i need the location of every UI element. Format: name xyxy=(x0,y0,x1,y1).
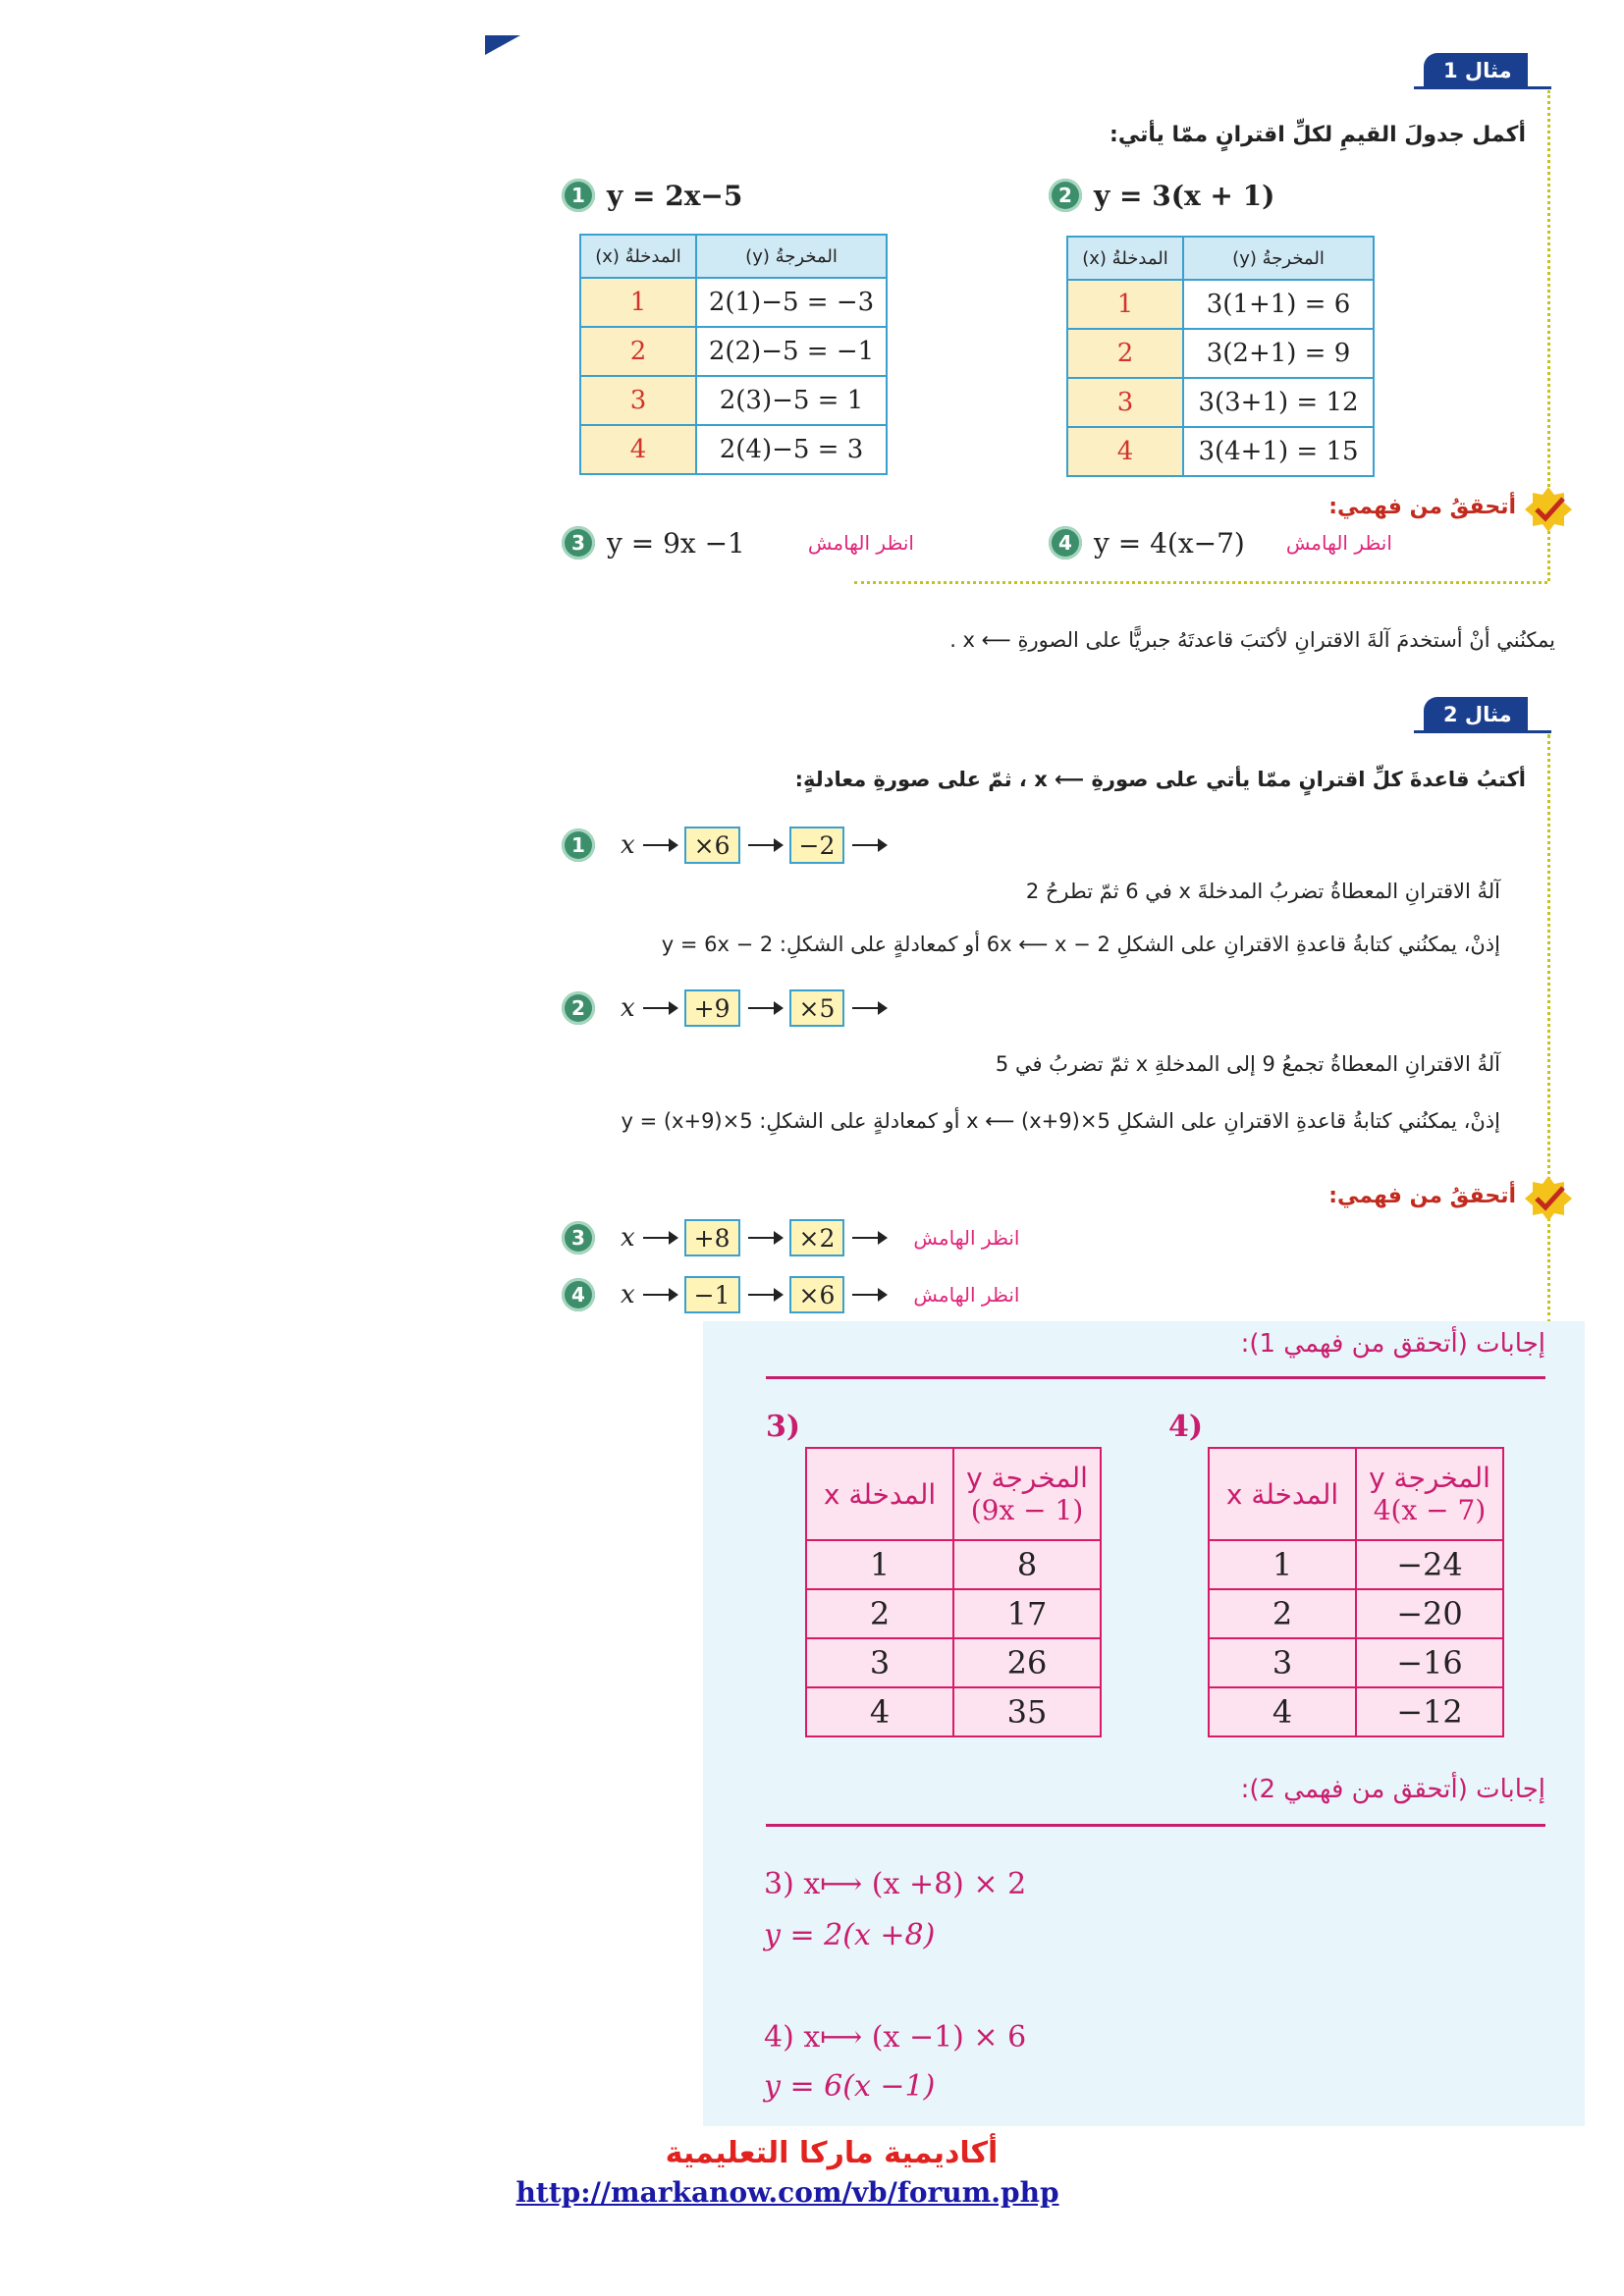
cell-input: 4 xyxy=(580,425,696,474)
cell-output: 2(2)−5 = −1 xyxy=(696,327,887,376)
header-output: المخرجةُ (y) xyxy=(696,235,887,278)
example2-p1-description: آلةُ الاقترانِ المعطاةُ تضربُ المدخلةَ x في 6 ثمّ تطرحُ 2 xyxy=(1025,880,1500,903)
cell-output: 2(3)−5 = 1 xyxy=(696,376,887,425)
arrow-icon xyxy=(852,1237,886,1239)
margin-note: انظر الهامش xyxy=(913,1226,1020,1250)
table-row xyxy=(1209,1589,1503,1638)
footer xyxy=(0,2136,1624,2209)
corner-triangle-icon xyxy=(485,35,520,55)
function-machine-4 xyxy=(562,1276,1020,1313)
arrow-icon xyxy=(643,844,677,846)
arrow-icon xyxy=(748,1007,782,1009)
answers2-underline xyxy=(766,1824,1545,1827)
arrow-icon xyxy=(643,1237,677,1239)
table-row xyxy=(1067,280,1374,329)
input-x: x xyxy=(621,830,635,860)
header-input: المدخلةُ (x) xyxy=(1067,237,1183,280)
equation: y = 3(x + 1) xyxy=(1094,179,1275,212)
cell-input: 1 xyxy=(806,1540,953,1589)
cell-output: 3(1+1) = 6 xyxy=(1183,280,1374,329)
answers1-underline xyxy=(766,1376,1545,1379)
function-machine-3 xyxy=(562,1219,1020,1256)
number-badge: 3 xyxy=(562,1221,595,1255)
example2-p1-result: إذنْ، يمكنُني كتابةُ قاعدةِ الاقترانِ على الشكلِ 2 − 6x ⟵ x أو كمعادلةٍ على الشكلِ: y = 6x − 2 xyxy=(661,933,1500,956)
example1-problem1 xyxy=(562,179,742,212)
cell-output: 17 xyxy=(953,1589,1101,1638)
academy-name: أكاديمية ماركا التعليمية xyxy=(665,2136,999,2170)
example1-tab: مثال 1 xyxy=(1424,53,1528,88)
answer3-rule: 3) x⟼ (x +8) × 2 xyxy=(764,1867,1027,1901)
operation-box: −1 xyxy=(684,1276,740,1313)
equation: y = 2x−5 xyxy=(607,179,743,212)
cell-input: 1 xyxy=(580,278,696,327)
cell-input: 1 xyxy=(1067,280,1183,329)
answers1-title: إجابات (أتحقق من فهمي 1): xyxy=(1240,1329,1545,1359)
example2-tab: مثال 2 xyxy=(1424,697,1528,732)
answer3-table xyxy=(805,1447,1102,1737)
arrow-icon xyxy=(852,1294,886,1296)
check-badge-icon xyxy=(1524,485,1573,534)
arrow-icon xyxy=(643,1294,677,1296)
footer-link-wrap xyxy=(0,2176,1624,2209)
arrow-icon xyxy=(643,1007,677,1009)
example2-p2-description: آلةُ الاقترانِ المعطاةُ تجمعُ 9 إلى المدخلةِ x ثمّ تضربُ في 5 xyxy=(995,1052,1500,1076)
operation-box: ×2 xyxy=(789,1219,845,1256)
operation-box: +8 xyxy=(684,1219,740,1256)
table-row xyxy=(1209,1540,1503,1589)
input-x: x xyxy=(621,1280,635,1309)
arrow-icon xyxy=(748,1237,782,1239)
header-output xyxy=(1356,1448,1503,1540)
cell-output: −24 xyxy=(1356,1540,1503,1589)
margin-note: انظر الهامش xyxy=(1285,531,1392,555)
cell-input: 2 xyxy=(806,1589,953,1638)
table-row xyxy=(580,327,887,376)
intro-text: يمكنُني أنْ أستخدمَ آلةَ الاقترانِ لأكتبَ قاعدتَهُ جبريًّا على الصورةِ ⟵ x . xyxy=(949,628,1555,652)
equation: y = 4(x−7) xyxy=(1094,526,1245,560)
operation-box: ×6 xyxy=(789,1276,845,1313)
cell-output: 8 xyxy=(953,1540,1101,1589)
check-understanding-title: أتحققُ من فهمي: xyxy=(1328,1184,1516,1208)
table-row xyxy=(806,1540,1101,1589)
cell-input: 4 xyxy=(1067,427,1183,476)
answer4-table xyxy=(1208,1447,1504,1737)
cell-input: 3 xyxy=(580,376,696,425)
arrow-icon xyxy=(852,1007,886,1009)
operation-box: −2 xyxy=(789,827,845,864)
answer3-label: 3) xyxy=(766,1410,801,1444)
cell-input: 3 xyxy=(1067,378,1183,427)
example2-dotted-border xyxy=(1547,734,1550,1323)
cell-input: 1 xyxy=(1209,1540,1356,1589)
header-output-expression: 4(x − 7) xyxy=(1373,1494,1487,1526)
input-x: x xyxy=(621,993,635,1023)
arrow-icon xyxy=(748,844,782,846)
equation: y = 9x −1 xyxy=(607,526,745,560)
margin-note: انظر الهامش xyxy=(807,531,914,555)
forum-link[interactable]: http://markanow.com/vb/forum.php xyxy=(515,2176,1059,2209)
check-badge-icon xyxy=(1524,1174,1573,1223)
example1-problem4 xyxy=(1049,526,1392,560)
cell-input: 2 xyxy=(1067,329,1183,378)
answers2-title: إجابات (أتحقق من فهمي 2): xyxy=(1240,1775,1545,1804)
answer4-equation: y = 6(x −1) xyxy=(764,2069,936,2104)
example1-table2 xyxy=(1066,236,1375,477)
number-badge: 1 xyxy=(562,179,595,212)
cell-output: 3(4+1) = 15 xyxy=(1183,427,1374,476)
table-row xyxy=(580,425,887,474)
cell-output: 3(3+1) = 12 xyxy=(1183,378,1374,427)
example1-problem3 xyxy=(562,526,914,560)
table-row xyxy=(1209,1687,1503,1736)
arrow-icon xyxy=(748,1294,782,1296)
operation-box: ×5 xyxy=(789,989,845,1027)
cell-output: 26 xyxy=(953,1638,1101,1687)
operation-box: ×6 xyxy=(684,827,740,864)
cell-output: 2(4)−5 = 3 xyxy=(696,425,887,474)
table-row xyxy=(580,376,887,425)
example1-problem2 xyxy=(1049,179,1274,212)
header-output-label: المخرجة y xyxy=(1369,1462,1490,1494)
answer3-equation: y = 2(x +8) xyxy=(764,1918,936,1952)
number-badge: 3 xyxy=(562,526,595,560)
example2-instruction: أكتبُ قاعدةَ كلِّ اقترانٍ ممّا يأتي على صورةِ ⟵ x ، ثمّ على صورةِ معادلةٍ: xyxy=(794,768,1526,791)
number-badge: 2 xyxy=(562,991,595,1025)
table-row xyxy=(1067,427,1374,476)
arrow-icon xyxy=(852,844,886,846)
number-badge: 1 xyxy=(562,828,595,862)
cell-input: 3 xyxy=(806,1638,953,1687)
table-row xyxy=(806,1589,1101,1638)
header-output-label: المخرجة y xyxy=(966,1462,1088,1494)
number-badge: 2 xyxy=(1049,179,1082,212)
cell-output: 35 xyxy=(953,1687,1101,1736)
example1-dotted-bottom xyxy=(854,581,1547,584)
header-output xyxy=(953,1448,1101,1540)
table-row xyxy=(1209,1638,1503,1687)
input-x: x xyxy=(621,1223,635,1253)
cell-input: 2 xyxy=(580,327,696,376)
table-row xyxy=(1067,378,1374,427)
answer4-label: 4) xyxy=(1168,1410,1204,1444)
answers-panel xyxy=(703,1321,1585,2126)
header-input: المدخلة x xyxy=(1209,1448,1356,1540)
cell-output: 3(2+1) = 9 xyxy=(1183,329,1374,378)
answer4-rule: 4) x⟼ (x −1) × 6 xyxy=(764,2020,1027,2055)
cell-input: 3 xyxy=(1209,1638,1356,1687)
header-output: المخرجةُ (y) xyxy=(1183,237,1374,280)
margin-note: انظر الهامش xyxy=(913,1283,1020,1307)
cell-output: −12 xyxy=(1356,1687,1503,1736)
header-input: المدخلة x xyxy=(806,1448,953,1540)
example2-p2-result: إذنْ، يمكنُني كتابةُ قاعدةِ الاقترانِ على الشكلِ 5×(x+9) ⟵ x أو كمعادلةٍ على الشكلِ: y = (x+9)×5 xyxy=(621,1109,1500,1133)
cell-output: 2(1)−5 = −3 xyxy=(696,278,887,327)
cell-input: 4 xyxy=(1209,1687,1356,1736)
cell-input: 4 xyxy=(806,1687,953,1736)
number-badge: 4 xyxy=(562,1278,595,1311)
operation-box: +9 xyxy=(684,989,740,1027)
header-output-expression: (9x − 1) xyxy=(970,1494,1084,1526)
example1-instruction: أكمل جدولَ القيمِ لكلِّ اقترانٍ ممّا يأتي: xyxy=(1110,123,1526,147)
cell-output: −16 xyxy=(1356,1638,1503,1687)
cell-output: −20 xyxy=(1356,1589,1503,1638)
check-understanding-title: أتحققُ من فهمي: xyxy=(1328,495,1516,519)
table-row xyxy=(806,1687,1101,1736)
header-input: المدخلةُ (x) xyxy=(580,235,696,278)
function-machine-2 xyxy=(562,989,886,1027)
number-badge: 4 xyxy=(1049,526,1082,560)
function-machine-1 xyxy=(562,827,886,864)
table-row xyxy=(806,1638,1101,1687)
table-row xyxy=(1067,329,1374,378)
example1-table1 xyxy=(579,234,888,475)
table-row xyxy=(580,278,887,327)
cell-input: 2 xyxy=(1209,1589,1356,1638)
